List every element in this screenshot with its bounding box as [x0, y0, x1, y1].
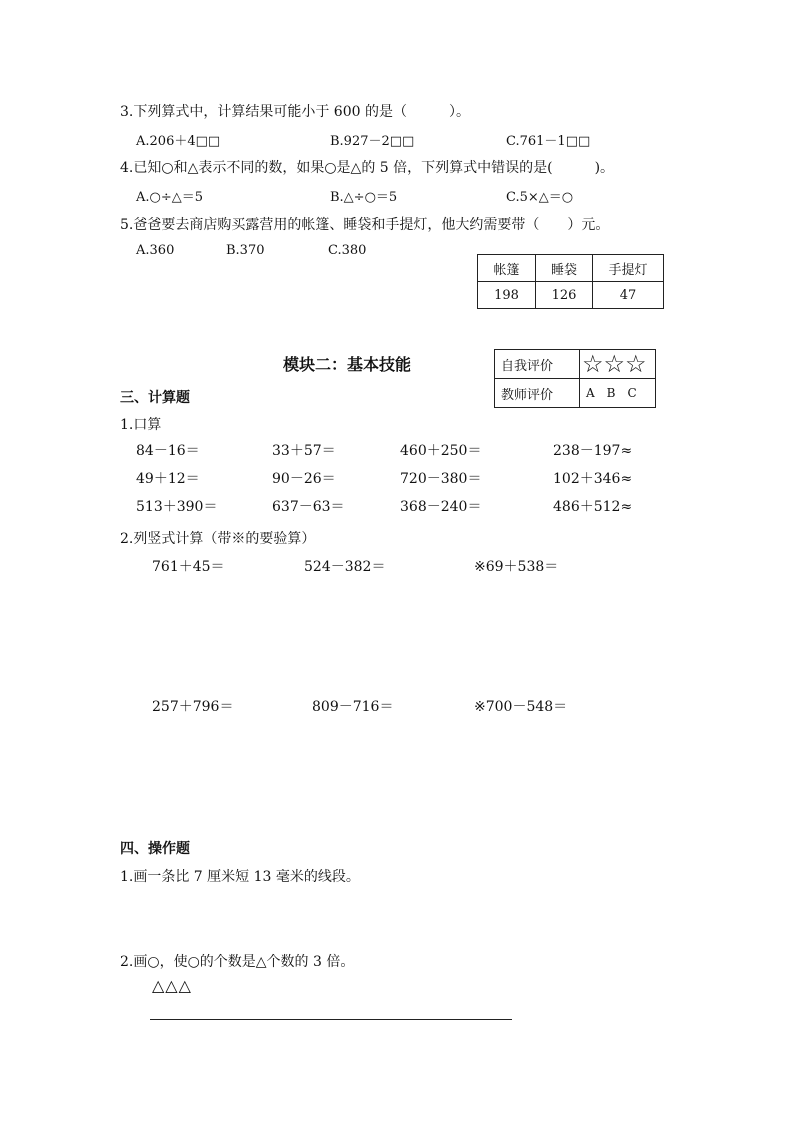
q5-option-a: A.360: [136, 243, 175, 258]
oral-item: 637－63＝: [272, 499, 345, 515]
operation-question-2: 2.画○，使○的个数是△个数的 3 倍。: [120, 954, 355, 970]
price-table-header-row: [478, 255, 664, 282]
oral-item: 102＋346≈: [553, 471, 633, 487]
question-5: 5.爸爸要去商店购买露营用的帐篷、睡袋和手提灯，他大约需要带（ ）元。: [120, 217, 610, 233]
oral-item: 49＋12＝: [136, 471, 200, 487]
oral-item: 720－380＝: [400, 471, 482, 487]
vertical-item: ※700－548＝: [474, 699, 568, 715]
price-header-lantern: 手提灯: [593, 255, 664, 282]
section-3-heading: 三、计算题: [120, 390, 190, 406]
oral-item: 513＋390＝: [136, 499, 218, 515]
oral-item: 84－16＝: [136, 443, 200, 459]
answer-line: [150, 1019, 512, 1020]
teacher-eval-row: [495, 379, 656, 408]
q4-option-c: C.5×△＝○: [506, 190, 574, 205]
grade-b[interactable]: B: [606, 385, 616, 400]
price-value-tent: 198: [478, 282, 536, 309]
vertical-item: 809－716＝: [312, 699, 394, 715]
q4-option-b: B.△÷○＝5: [330, 190, 398, 205]
evaluation-table: [494, 349, 656, 408]
price-header-sleeping-bag: 睡袋: [536, 255, 593, 282]
operation-question-1: 1.画一条比 7 厘米短 13 毫米的线段。: [120, 869, 360, 885]
vertical-item: 761＋45＝: [152, 559, 225, 575]
question-4: 4.已知○和△表示不同的数，如果○是△的 5 倍，下列算式中错误的是( )。: [120, 160, 615, 176]
price-table: [477, 254, 664, 309]
q3-option-a: A.206＋4□□: [136, 134, 221, 149]
q3-option-b: B.927－2□□: [330, 134, 415, 149]
oral-item: 368－240＝: [400, 499, 482, 515]
self-eval-label: 自我评价: [495, 350, 580, 379]
oral-item: 238－197≈: [553, 443, 633, 459]
grade-c[interactable]: C: [627, 385, 637, 400]
price-value-lantern: 47: [593, 282, 664, 309]
q4-option-a: A.○÷△＝5: [136, 190, 204, 205]
teacher-eval-label: 教师评价: [495, 379, 580, 408]
grade-a[interactable]: A: [586, 385, 595, 400]
vertical-calc-heading: 2.列竖式计算（带※的要验算）: [120, 531, 316, 547]
q5-option-b: B.370: [226, 243, 265, 258]
oral-item: 33＋57＝: [272, 443, 336, 459]
q3-option-c: C.761－1□□: [506, 134, 591, 149]
oral-item: 460＋250＝: [400, 443, 482, 459]
price-value-sleeping-bag: 126: [536, 282, 593, 309]
q5-option-c: C.380: [328, 243, 367, 258]
teacher-grades: [580, 379, 656, 408]
vertical-item: ※69＋538＝: [474, 559, 559, 575]
self-eval-row: [495, 350, 656, 379]
oral-item: 90－26＝: [272, 471, 336, 487]
price-header-tent: 帐篷: [478, 255, 536, 282]
triangles-icon: △△△: [152, 976, 192, 995]
star-rating-icon[interactable]: ☆☆☆: [580, 350, 656, 379]
price-table-value-row: [478, 282, 664, 309]
question-3: 3.下列算式中，计算结果可能小于 600 的是（ ）。: [120, 104, 470, 120]
oral-item: 486＋512≈: [553, 499, 633, 515]
vertical-item: 524－382＝: [304, 559, 386, 575]
section-4-heading: 四、操作题: [120, 841, 190, 857]
module-title: 模块二：基本技能: [283, 355, 412, 374]
oral-calc-heading: 1.口算: [120, 417, 162, 433]
vertical-item: 257＋796＝: [152, 699, 234, 715]
